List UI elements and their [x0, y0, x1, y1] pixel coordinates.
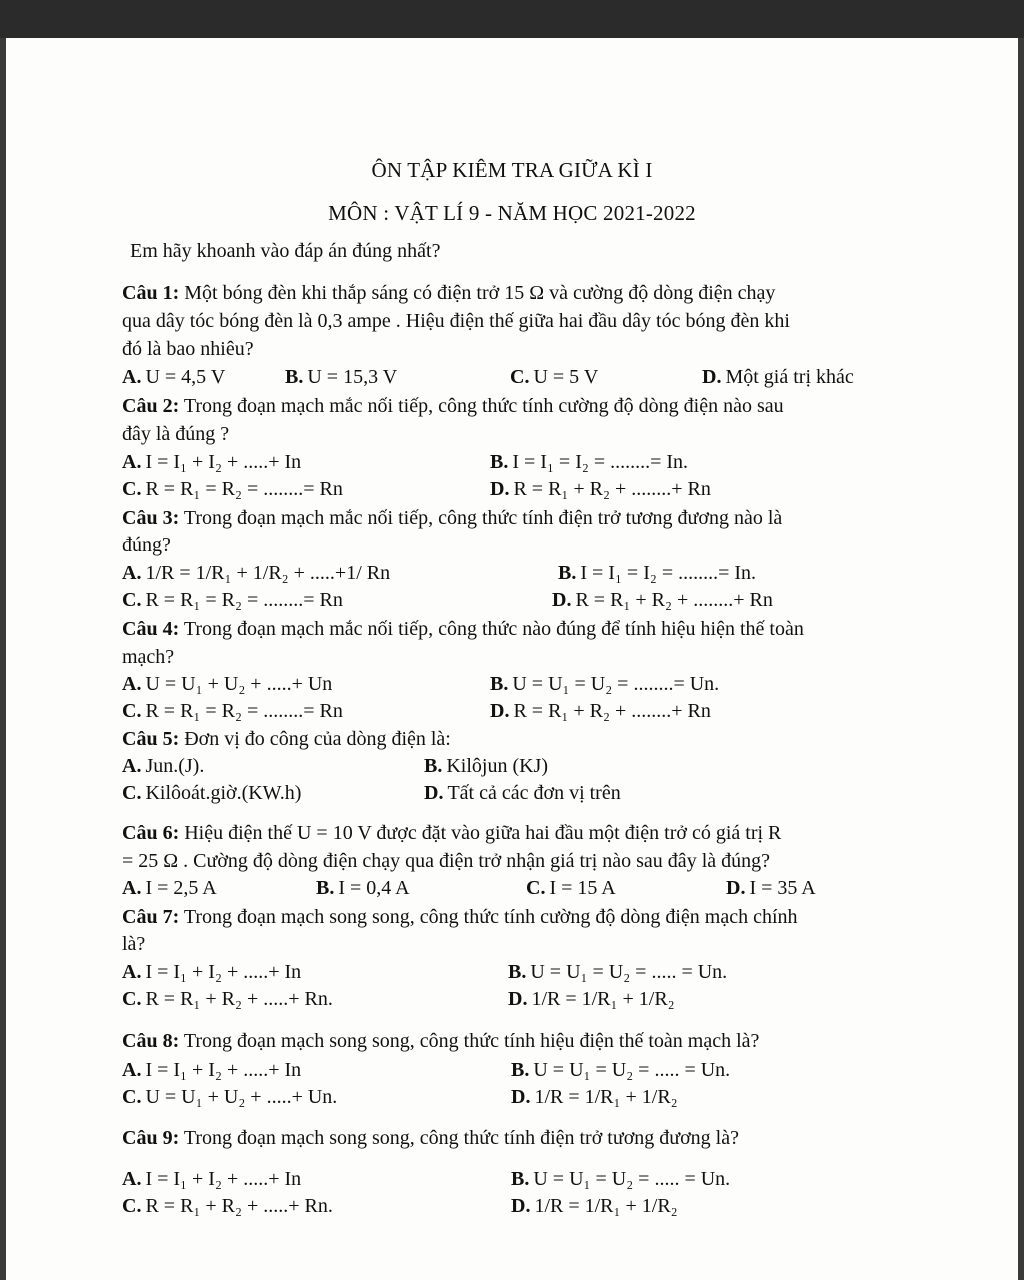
- page-title: ÔN TẬP KIÊM TRA GIỮA KÌ I: [371, 158, 653, 182]
- option-d: D. R = R₁ + R₂ + ........+ Rn: [490, 478, 711, 500]
- question-text: mạch?: [122, 646, 175, 668]
- option-b: B. Kilôjun (KJ): [424, 755, 549, 777]
- question-text: qua dây tóc bóng đèn là 0,3 ampe . Hiệu điện thế giữa hai đầu dây tóc bóng đèn khi: [122, 310, 790, 332]
- question-text: đó là bao nhiêu?: [122, 338, 254, 360]
- option-a: A. I = I₁ + I₂ + .....+ In: [122, 1059, 302, 1081]
- question-text: đây là đúng ?: [122, 423, 230, 445]
- option-a: A. I = 2,5 A: [122, 877, 217, 899]
- question-text: Một bóng đèn khi thắp sáng có điện trở 15 Ω và cường độ dòng điện chạy: [179, 282, 776, 304]
- question-label: Câu 3:: [122, 507, 180, 529]
- option-b: B. I = 0,4 A: [316, 877, 410, 899]
- question-label: Câu 6:: [122, 822, 180, 844]
- option-c: C. I = 15 A: [526, 877, 616, 899]
- page-subtitle: MÔN : VẬT LÍ 9 - NĂM HỌC 2021-2022: [328, 201, 696, 225]
- question-text: Đơn vị đo công của dòng điện là:: [179, 728, 451, 750]
- document-page: [6, 38, 1018, 1280]
- question-label: Câu 2:: [122, 395, 180, 417]
- option-d: D. 1/R = 1/R₁ + 1/R₂: [508, 988, 675, 1010]
- option-d: D. Tất cả các đơn vị trên: [424, 782, 621, 804]
- option-a: A. I = I₁ + I₂ + .....+ In: [122, 961, 302, 983]
- option-b: B. U = U₁ = U₂ = ..... = Un.: [511, 1168, 731, 1190]
- question-4: [122, 616, 804, 642]
- option-c: C. R = R₁ = R₂ = ........= Rn: [122, 589, 343, 611]
- question-text: Trong đoạn mạch mắc nối tiếp, công thức tính cường độ dòng điện nào sau: [179, 395, 784, 417]
- question-text: Trong đoạn mạch song song, công thức tính cường độ dòng điện mạch chính: [179, 906, 798, 928]
- option-b: B. I = I₁ = I₂ = ........= In.: [490, 451, 689, 473]
- option-a: A. Jun.(J).: [122, 755, 205, 777]
- question-label: Câu 8:: [122, 1030, 180, 1052]
- question-9: [122, 1125, 739, 1151]
- option-a: A. U = U₁ + U₂ + .....+ Un: [122, 673, 333, 695]
- question-text: Trong đoạn mạch mắc nối tiếp, công thức tính điện trở tương đương nào là: [179, 507, 783, 529]
- option-d: D. Một giá trị khác: [702, 366, 854, 388]
- option-b: B. U = U₁ = U₂ = ........= Un.: [490, 673, 720, 695]
- question-label: Câu 4:: [122, 618, 180, 640]
- option-a: A. U = 4,5 V: [122, 366, 226, 388]
- option-a: A. I = I₁ + I₂ + .....+ In: [122, 1168, 302, 1190]
- option-d: D. 1/R = 1/R₁ + 1/R₂: [511, 1195, 678, 1217]
- question-text: Hiệu điện thế U = 10 V được đặt vào giữa hai đầu một điện trở có giá trị R: [179, 822, 782, 844]
- question-text: là?: [122, 933, 146, 955]
- question-3: [122, 505, 782, 531]
- option-b: B. U = 15,3 V: [285, 366, 398, 388]
- question-8: [122, 1028, 759, 1054]
- top-bar: [0, 0, 1024, 38]
- question-text: = 25 Ω . Cường độ dòng điện chạy qua điện trở nhận giá trị nào sau đây là đúng?: [122, 850, 770, 872]
- option-b: B. U = U₁ = U₂ = ..... = Un.: [508, 961, 728, 983]
- option-c: C. Kilôoát.giờ.(KW.h): [122, 782, 302, 804]
- question-label: Câu 1:: [122, 282, 180, 304]
- question-text: đúng?: [122, 534, 171, 556]
- option-b: B. U = U₁ = U₂ = ..... = Un.: [511, 1059, 731, 1081]
- option-c: C. R = R₁ + R₂ + .....+ Rn.: [122, 988, 333, 1010]
- question-2: [122, 393, 784, 419]
- option-d: D. R = R₁ + R₂ + ........+ Rn: [490, 700, 711, 722]
- option-c: C. U = 5 V: [510, 366, 599, 388]
- question-5: [122, 726, 451, 752]
- question-text: Trong đoạn mạch mắc nối tiếp, công thức nào đúng để tính hiệu hiện thế toàn: [179, 618, 804, 640]
- option-c: C. R = R₁ = R₂ = ........= Rn: [122, 478, 343, 500]
- question-6: [122, 820, 781, 846]
- option-b: B. I = I₁ = I₂ = ........= In.: [558, 562, 757, 584]
- question-label: Câu 5:: [122, 728, 180, 750]
- option-d: D. 1/R = 1/R₁ + 1/R₂: [511, 1086, 678, 1108]
- question-label: Câu 7:: [122, 906, 180, 928]
- question-text: Trong đoạn mạch song song, công thức tính điện trở tương đương là?: [179, 1127, 739, 1149]
- option-c: C. R = R₁ + R₂ + .....+ Rn.: [122, 1195, 333, 1217]
- option-a: A. I = I₁ + I₂ + .....+ In: [122, 451, 302, 473]
- instruction: Em hãy khoanh vào đáp án đúng nhất?: [130, 240, 441, 262]
- option-d: D. R = R₁ + R₂ + ........+ Rn: [552, 589, 773, 611]
- question-text: Trong đoạn mạch song song, công thức tính hiệu điện thế toàn mạch là?: [179, 1030, 760, 1052]
- question-1: [122, 280, 775, 306]
- option-c: C. R = R₁ = R₂ = ........= Rn: [122, 700, 343, 722]
- question-7: [122, 904, 798, 930]
- question-label: Câu 9:: [122, 1127, 180, 1149]
- option-c: C. U = U₁ + U₂ + .....+ Un.: [122, 1086, 338, 1108]
- option-a: A. 1/R = 1/R₁ + 1/R₂ + .....+1/ Rn: [122, 562, 391, 584]
- option-d: D. I = 35 A: [726, 877, 816, 899]
